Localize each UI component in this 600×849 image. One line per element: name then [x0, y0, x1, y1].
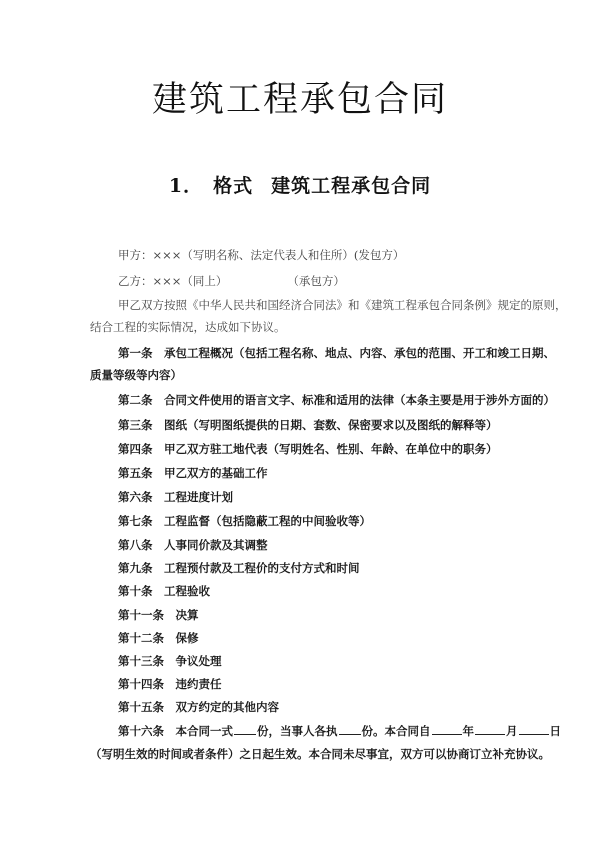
article-16-part-1: 第十六条 本合同一式 [118, 724, 233, 738]
article-1: 第一条 承包工程概况（包括工程名称、地点、内容、承包的范围、开工和竣工日期、 [118, 346, 555, 360]
article-16 [118, 723, 561, 738]
article-14: 第十四条 违约责任 [118, 677, 222, 691]
party-b-line [118, 274, 345, 288]
day-blank [519, 723, 549, 735]
article-6: 第六条 工程进度计划 [118, 490, 233, 504]
article-16-part-2: 份，当事人各执 [257, 724, 338, 738]
article-15: 第十五条 双方约定的其他内容 [118, 700, 279, 714]
party-a-line: 甲方：×××（写明名称、法定代表人和住所）(发包方） [118, 248, 405, 262]
subtitle-format-label: 格式 [213, 175, 254, 197]
party-b-name: 乙方：×××（同上） [118, 274, 228, 288]
intro-line-1: 甲乙双方按照《中华人民共和国经济合同法》和《建筑工程承包合同条例》规定的原则， [118, 298, 567, 312]
article-1-continued: 质量等级等内容） [90, 368, 182, 382]
article-10: 第十条 工程验收 [118, 584, 210, 598]
article-16-part-3: 份。本合同自 [361, 724, 431, 738]
document-subtitle [0, 171, 600, 198]
article-16-year: 年 [462, 724, 474, 738]
copies-blank [234, 723, 256, 735]
month-blank [475, 723, 505, 735]
article-2: 第二条 合同文件使用的语言文字、标准和适用的法律（本条主要是用于涉外方面的） [118, 393, 555, 407]
subtitle-text: 建筑工程承包合同 [271, 175, 432, 197]
intro-line-2: 结合工程的实际情况，达成如下协议。 [90, 320, 286, 334]
article-3: 第三条 图纸（写明图纸提供的日期、套数、保密要求以及图纸的解释等） [118, 418, 498, 432]
article-9: 第九条 工程预付款及工程价的支付方式和时间 [118, 561, 360, 575]
subtitle-number: 1． [168, 175, 204, 197]
party-b-role: （承包方） [287, 274, 345, 288]
article-16-day: 日 [549, 724, 561, 738]
article-12: 第十二条 保修 [118, 631, 199, 645]
article-8: 第八条 人事同价款及其调整 [118, 538, 268, 552]
article-13: 第十三条 争议处理 [118, 654, 222, 668]
article-11: 第十一条 决算 [118, 608, 199, 622]
article-7: 第七条 工程监督（包括隐蔽工程的中间验收等） [118, 514, 371, 528]
document-title: 建筑工程承包合同 [151, 80, 448, 120]
article-16-month: 月 [506, 724, 518, 738]
year-blank [432, 723, 462, 735]
article-5: 第五条 甲乙双方的基础工作 [118, 466, 268, 480]
article-4: 第四条 甲乙双方驻工地代表（写明姓名、性别、年龄、在单位中的职务） [118, 442, 498, 456]
article-16-continued: （写明生效的时间或者条件）之日起生效。本合同未尽事宜，双方可以协商订立补充协议。 [90, 747, 550, 761]
each-copies-blank [339, 723, 361, 735]
